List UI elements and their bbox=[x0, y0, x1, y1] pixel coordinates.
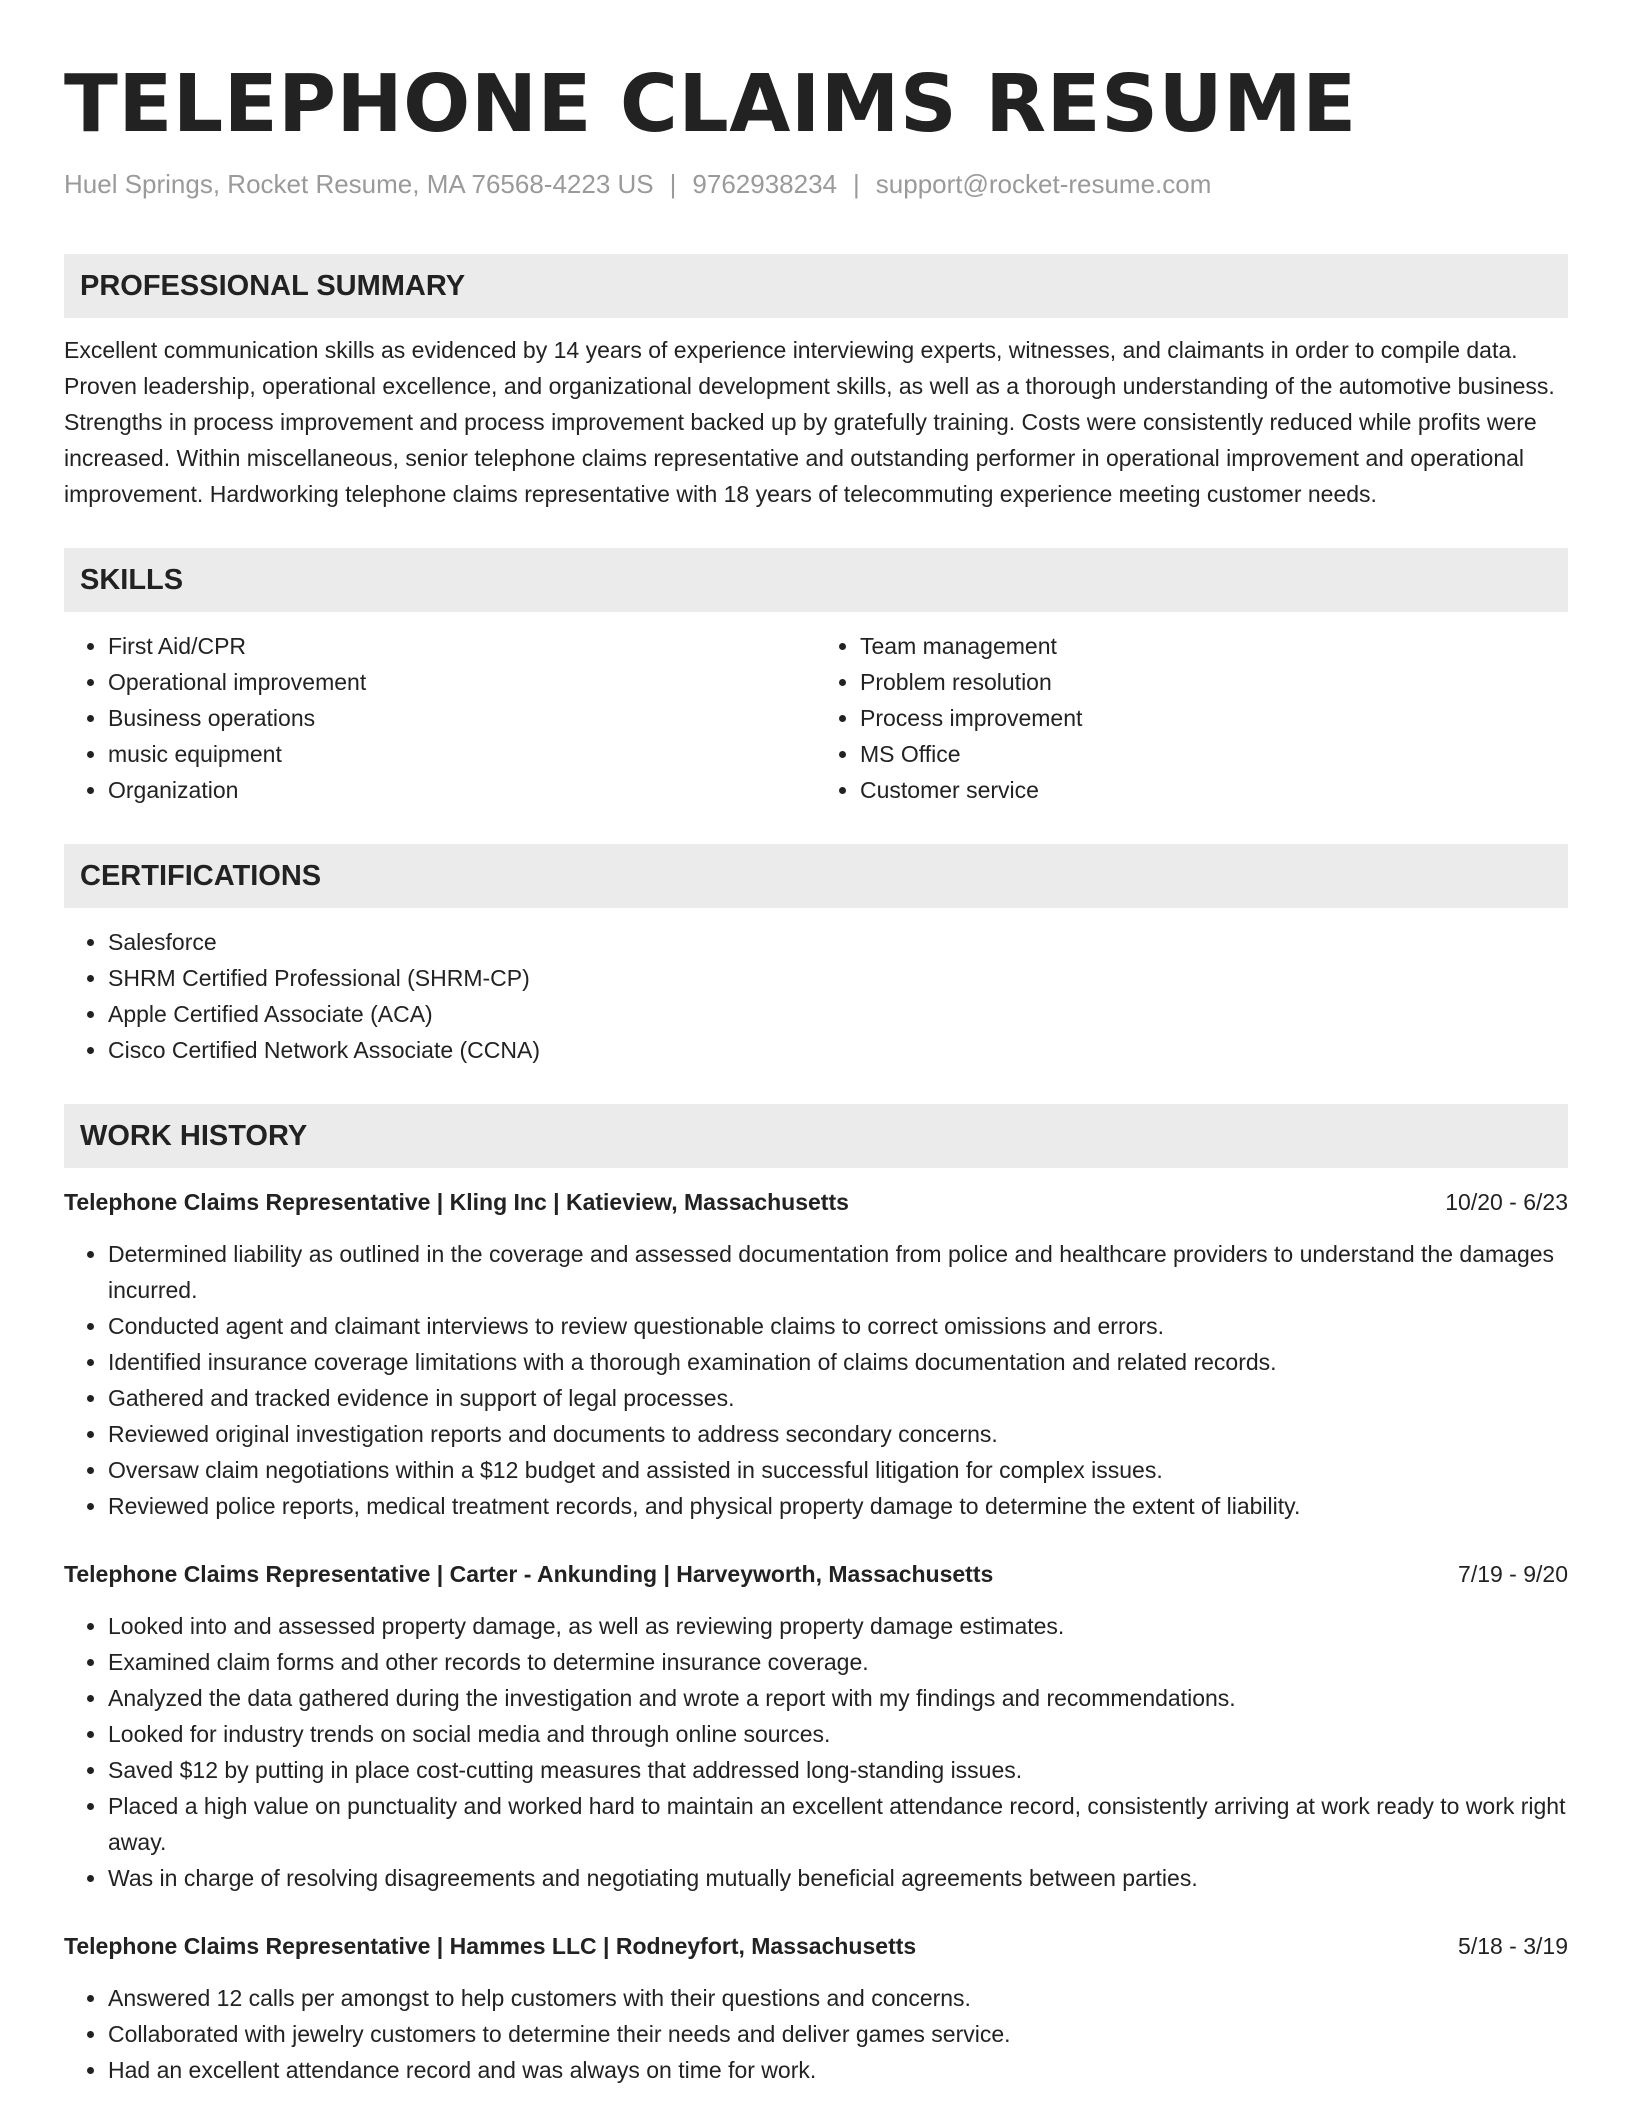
contact-separator: | bbox=[669, 169, 677, 199]
job-bullet: • Determined liability as outlined in the coverage and assessed documentation from police and healthcare providers to understand the damages incurred. bbox=[108, 1236, 1568, 1308]
job-bullet: • Conducted agent and claimant interviews to review questionable claims to correct omissions and errors. bbox=[108, 1308, 1568, 1344]
contact-address: Huel Springs, Rocket Resume, MA 76568-4223 US bbox=[64, 169, 654, 199]
skills-list-right bbox=[816, 628, 1568, 808]
job-bullets bbox=[64, 1236, 1568, 1524]
skills-list-left bbox=[64, 628, 816, 808]
contact-line bbox=[64, 166, 1568, 202]
job-bullet: • Collaborated with jewelry customers to determine their needs and deliver games service. bbox=[108, 2016, 1568, 2052]
skill-item: • Business operations bbox=[108, 700, 816, 736]
skill-item: • MS Office bbox=[860, 736, 1568, 772]
job-title: Telephone Claims Representative | Hammes LLC | Rodneyfort, Massachusetts bbox=[64, 1933, 917, 1959]
summary-text: Excellent communication skills as evidenced by 14 years of experience interviewing experts, witnesses, and claimants in order to compile data. Proven leadership, operational excellence, and organizational development skills, as well as a thorough understanding of the automotive business. Strengths in process improvement and process improvement backed up by gratefully training. Costs were consistently reduced while profits were increased. Within miscellaneous, senior telephone claims representative and outstanding performer in operational improvement and operational improvement. Hardworking telephone claims representative with 18 years of telecommuting experience meeting customer needs. bbox=[64, 337, 1555, 507]
skill-item: • music equipment bbox=[108, 736, 816, 772]
skill-item: • Customer service bbox=[860, 772, 1568, 808]
skill-item: • Problem resolution bbox=[860, 664, 1568, 700]
job-bullet: • Placed a high value on punctuality and worked hard to maintain an excellent attendance record, consistently arriving at work ready to work right away. bbox=[108, 1788, 1568, 1860]
job-entry bbox=[64, 1556, 1568, 1896]
certifications-list bbox=[64, 924, 1568, 1068]
job-header bbox=[64, 1184, 1568, 1220]
job-bullet: • Saved $12 by putting in place cost-cutting measures that addressed long-standing issues. bbox=[108, 1752, 1568, 1788]
job-bullet: • Gathered and tracked evidence in support of legal processes. bbox=[108, 1380, 1568, 1416]
skills-heading: SKILLS bbox=[64, 548, 1568, 612]
job-bullet: • Had an excellent attendance record and was always on time for work. bbox=[108, 2052, 1568, 2088]
certification-item: • SHRM Certified Professional (SHRM-CP) bbox=[108, 960, 1568, 996]
job-dates: 5/18 - 3/19 bbox=[1458, 1933, 1568, 1959]
skill-item: • Process improvement bbox=[860, 700, 1568, 736]
job-bullet: • Identified insurance coverage limitations with a thorough examination of claims documentation and related records. bbox=[108, 1344, 1568, 1380]
job-bullet: • Reviewed police reports, medical treatment records, and physical property damage to determine the extent of liability. bbox=[108, 1488, 1568, 1524]
job-bullet: • Answered 12 calls per amongst to help customers with their questions and concerns. bbox=[108, 1980, 1568, 2016]
job-bullets bbox=[64, 1980, 1568, 2088]
job-entry bbox=[64, 1184, 1568, 1524]
work-history-heading: WORK HISTORY bbox=[64, 1104, 1568, 1168]
certification-item: • Cisco Certified Network Associate (CCNA) bbox=[108, 1032, 1568, 1068]
job-dates: 7/19 - 9/20 bbox=[1458, 1561, 1568, 1587]
job-title: Telephone Claims Representative | Kling Inc | Katieview, Massachusetts bbox=[64, 1189, 849, 1215]
job-bullet: • Oversaw claim negotiations within a $12 budget and assisted in successful litigation for complex issues. bbox=[108, 1452, 1568, 1488]
job-bullet: • Looked for industry trends on social media and through online sources. bbox=[108, 1716, 1568, 1752]
skill-item: • Team management bbox=[860, 628, 1568, 664]
job-bullet: • Reviewed original investigation reports and documents to address secondary concerns. bbox=[108, 1416, 1568, 1452]
job-bullet: • Analyzed the data gathered during the investigation and wrote a report with my findings and recommendations. bbox=[108, 1680, 1568, 1716]
job-header bbox=[64, 1928, 1568, 1964]
job-bullet: • Was in charge of resolving disagreements and negotiating mutually beneficial agreements between parties. bbox=[108, 1860, 1568, 1896]
certifications-heading: CERTIFICATIONS bbox=[64, 844, 1568, 908]
contact-phone: 9762938234 bbox=[692, 169, 838, 199]
job-bullet: • Looked into and assessed property damage, as well as reviewing property damage estimates. bbox=[108, 1608, 1568, 1644]
job-bullets bbox=[64, 1608, 1568, 1896]
job-entry bbox=[64, 1928, 1568, 2088]
skill-item: • First Aid/CPR bbox=[108, 628, 816, 664]
job-bullet: • Examined claim forms and other records to determine insurance coverage. bbox=[108, 1644, 1568, 1680]
contact-email[interactable]: support@rocket-resume.com bbox=[875, 169, 1212, 199]
summary-heading: PROFESSIONAL SUMMARY bbox=[64, 254, 1568, 318]
job-title: Telephone Claims Representative | Carter - Ankunding | Harveyworth, Massachusetts bbox=[64, 1561, 994, 1587]
contact-separator: | bbox=[853, 169, 860, 199]
certification-item: • Salesforce bbox=[108, 924, 1568, 960]
certification-item: • Apple Certified Associate (ACA) bbox=[108, 996, 1568, 1032]
resume-title: TELEPHONE CLAIMS RESUME bbox=[64, 58, 1357, 150]
job-header bbox=[64, 1556, 1568, 1592]
skills-grid bbox=[64, 612, 1568, 808]
skill-item: • Operational improvement bbox=[108, 664, 816, 700]
skill-item: • Organization bbox=[108, 772, 816, 808]
job-dates: 10/20 - 6/23 bbox=[1445, 1189, 1568, 1215]
